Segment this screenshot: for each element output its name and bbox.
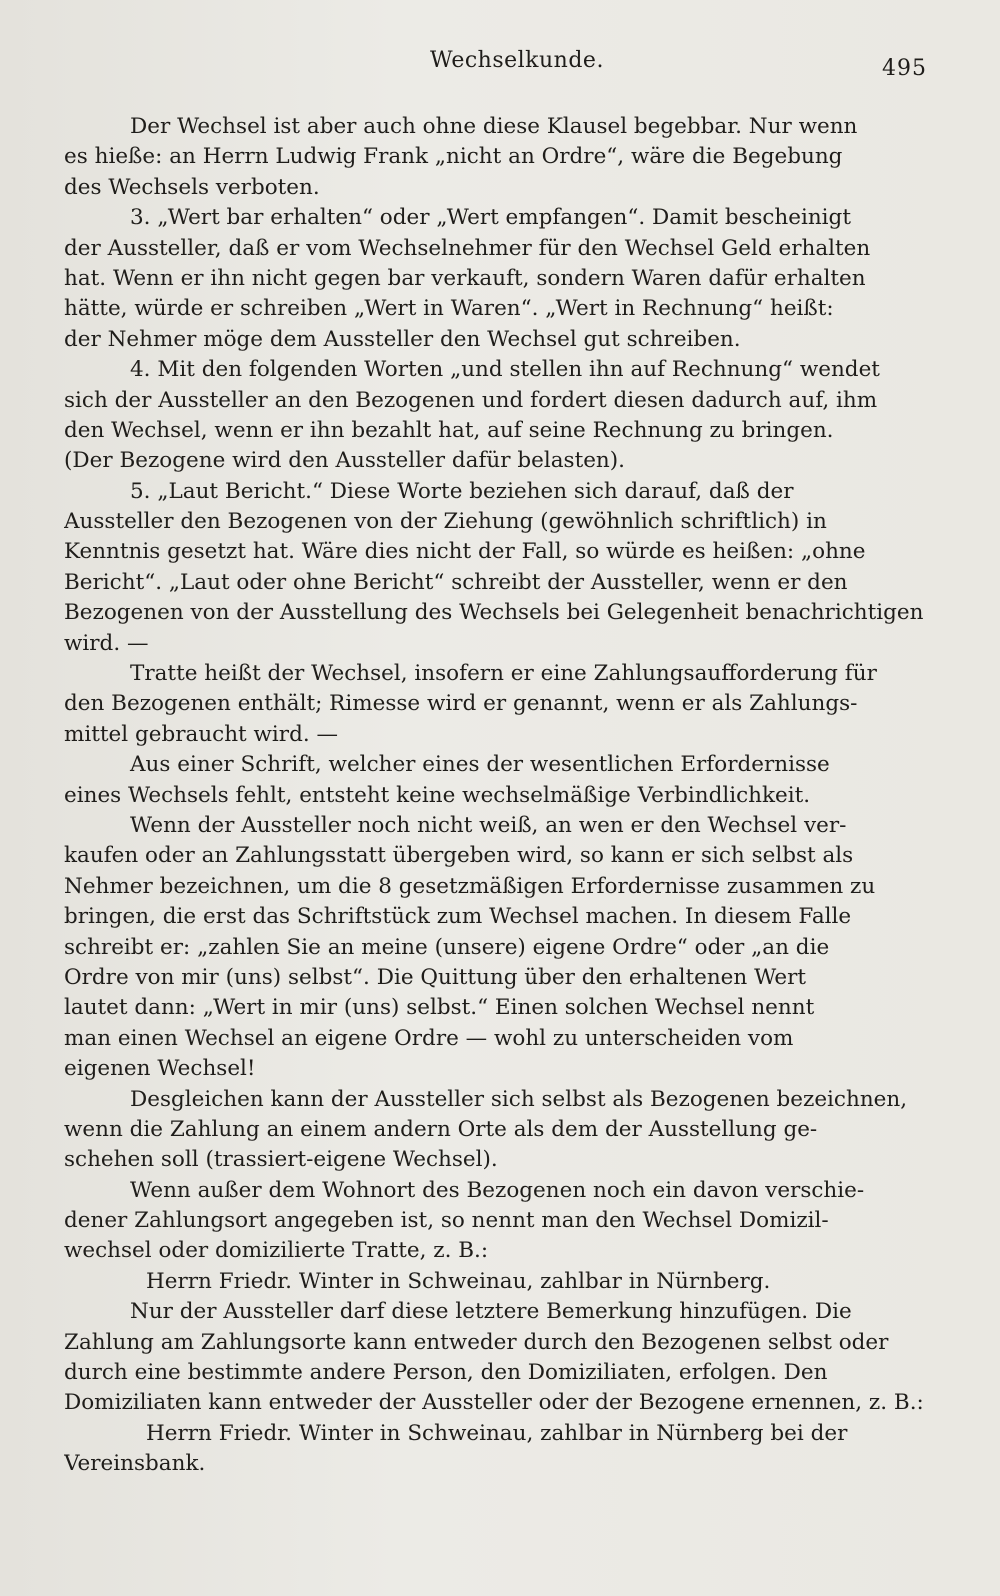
- text-line: sich der Aussteller an den Bezogenen und fordert diesen dadurch auf, ihm: [64, 387, 878, 413]
- text-line: Nehmer bezeichnen, um die 8 gesetzmäßigen Erfordernisse zusammen zu: [64, 873, 876, 899]
- text-line: der Nehmer möge dem Aussteller den Wechsel gut schreiben.: [64, 326, 741, 352]
- text-line: Herrn Friedr. Winter in Schweinau, zahlbar in Nürnberg bei der: [146, 1420, 848, 1446]
- text-line: Ordre von mir (uns) selbst“. Die Quittung über den erhaltenen Wert: [64, 964, 807, 990]
- text-line: 5. „Laut Bericht.“ Diese Worte beziehen sich darauf, daß der: [130, 478, 794, 504]
- text-line: den Bezogenen enthält; Rimesse wird er genannt, wenn er als Zahlungs-: [64, 691, 858, 717]
- text-line: man einen Wechsel an eigene Ordre — wohl zu unterscheiden vom: [64, 1025, 794, 1051]
- text-line: Tratte heißt der Wechsel, insofern er eine Zahlungsaufforderung für: [130, 661, 877, 687]
- text-line: Der Wechsel ist aber auch ohne diese Klausel begebbar. Nur wenn: [130, 114, 858, 139]
- text-line: hätte, würde er schreiben „Wert in Waren“. „Wert in Rechnung“ heißt:: [64, 296, 834, 322]
- text-line: hat. Wenn er ihn nicht gegen bar verkauft, sondern Waren dafür erhalten: [64, 265, 866, 291]
- text-line: kaufen oder an Zahlungsstatt übergeben wird, so kann er sich selbst als: [64, 843, 854, 869]
- text-line: mittel gebraucht wird. —: [64, 721, 339, 747]
- text-line: wenn die Zahlung an einem andern Orte als dem der Ausstellung ge-: [64, 1116, 818, 1142]
- body-text: [64, 112, 924, 1480]
- text-line: eigenen Wechsel!: [64, 1056, 256, 1082]
- text-line: 3. „Wert bar erhalten“ oder „Wert empfangen“. Damit bescheinigt: [130, 205, 851, 231]
- text-line: wechsel oder domizilierte Tratte, z. B.:: [64, 1238, 489, 1264]
- text-line: der Aussteller, daß er vom Wechselnehmer für den Wechsel Geld erhalten: [64, 235, 871, 261]
- text-line: Nur der Aussteller darf diese letztere Bemerkung hinzufügen. Die: [130, 1299, 852, 1325]
- text-line: Wenn außer dem Wohnort des Bezogenen noch ein davon verschie-: [130, 1177, 865, 1203]
- running-head: [0, 46, 1000, 82]
- page-number: 495: [882, 56, 927, 81]
- text-line: (Der Bezogene wird den Aussteller dafür belasten).: [64, 448, 626, 474]
- running-head-title: Wechselkunde.: [430, 48, 604, 73]
- text-line: Aus einer Schrift, welcher eines der wesentlichen Erfordernisse: [130, 752, 830, 778]
- text-line: wird. —: [64, 630, 149, 656]
- text-line: Aussteller den Bezogenen von der Ziehung (gewöhnlich schriftlich) in: [64, 509, 827, 535]
- text-line: Herrn Friedr. Winter in Schweinau, zahlbar in Nürnberg.: [146, 1268, 771, 1294]
- text-line: lautet dann: „Wert in mir (uns) selbst.“ Einen solchen Wechsel nennt: [64, 995, 815, 1021]
- text-line: eines Wechsels fehlt, entsteht keine wechselmäßige Verbindlichkeit.: [64, 782, 811, 808]
- text-line: schreibt er: „zahlen Sie an meine (unsere) eigene Ordre“ oder „an die: [64, 934, 830, 960]
- text-line: 4. Mit den folgenden Worten „und stellen ihn auf Rechnung“ wendet: [130, 357, 880, 383]
- text-line: Desgleichen kann der Aussteller sich selbst als Bezogenen bezeichnen,: [130, 1086, 908, 1112]
- text-line: dener Zahlungsort angegeben ist, so nennt man den Wechsel Domizil-: [64, 1208, 829, 1234]
- text-line: es hieße: an Herrn Ludwig Frank „nicht an Ordre“, wäre die Begebung: [64, 144, 843, 170]
- text-line: Kenntnis gesetzt hat. Wäre dies nicht der Fall, so würde es heißen: „ohne: [64, 539, 866, 565]
- text-line: durch eine bestimmte andere Person, den Domiziliaten, erfolgen. Den: [64, 1360, 828, 1386]
- text-line: Wenn der Aussteller noch nicht weiß, an wen er den Wechsel ver-: [130, 812, 847, 838]
- text-line: den Wechsel, wenn er ihn bezahlt hat, auf seine Rechnung zu bringen.: [64, 417, 834, 443]
- text-line: Domiziliaten kann entweder der Aussteller oder der Bezogene ernennen, z. B.:: [64, 1390, 924, 1416]
- text-line: Bericht“. „Laut oder ohne Bericht“ schreibt der Aussteller, wenn er den: [64, 569, 848, 595]
- text-line: schehen soll (trassiert-eigene Wechsel).: [64, 1147, 498, 1173]
- text-line: Vereinsbank.: [64, 1451, 206, 1477]
- text-line: des Wechsels verboten.: [64, 174, 320, 200]
- text-line: Bezogenen von der Ausstellung des Wechsels bei Gelegenheit benachrichtigen: [64, 600, 924, 626]
- text-line: Zahlung am Zahlungsorte kann entweder durch den Bezogenen selbst oder: [64, 1329, 889, 1355]
- text-line: bringen, die erst das Schriftstück zum Wechsel machen. In diesem Falle: [64, 904, 852, 930]
